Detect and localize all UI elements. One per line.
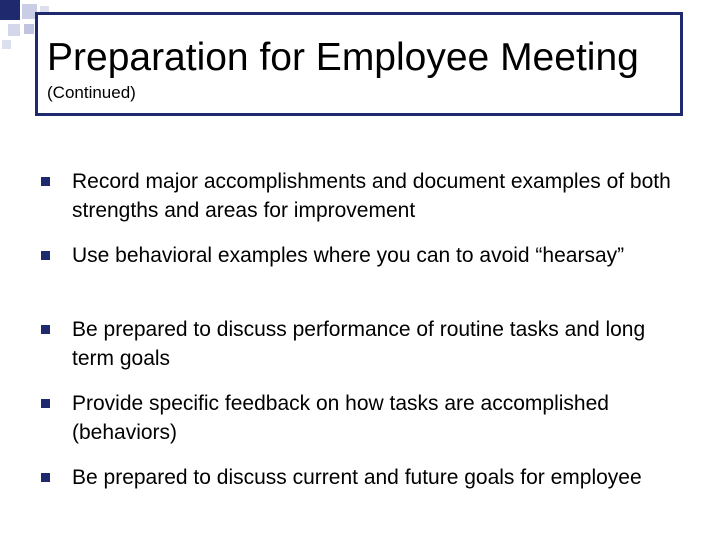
- square-bullet-icon: [41, 177, 50, 186]
- bullet-text: Be prepared to discuss current and future goals for employee: [72, 466, 642, 489]
- bullet-text: Record major accomplishments and document examples of both strengths and areas for improvement: [72, 170, 671, 222]
- list-item: [41, 389, 691, 463]
- list-item: [41, 241, 691, 315]
- bullet-text: Be prepared to discuss performance of routine tasks and long term goals: [72, 318, 646, 370]
- bullet-text: Use behavioral examples where you can to avoid “hearsay”: [72, 244, 625, 267]
- slide-subtitle: (Continued): [47, 83, 136, 102]
- list-item: [41, 167, 691, 241]
- decorative-square: [8, 24, 20, 36]
- bullet-text: Provide specific feedback on how tasks are accomplished (behaviors): [72, 392, 609, 444]
- square-bullet-icon: [41, 399, 50, 408]
- decorative-square: [24, 24, 34, 34]
- list-item: [41, 463, 691, 537]
- square-bullet-icon: [41, 325, 50, 334]
- decorative-square: [0, 0, 20, 20]
- title-box: [35, 12, 683, 116]
- list-item: [41, 315, 691, 389]
- slide-title: Preparation for Employee Meeting: [47, 36, 639, 79]
- decorative-square: [2, 40, 11, 49]
- square-bullet-icon: [41, 251, 50, 260]
- bullet-list: [41, 167, 691, 537]
- square-bullet-icon: [41, 473, 50, 482]
